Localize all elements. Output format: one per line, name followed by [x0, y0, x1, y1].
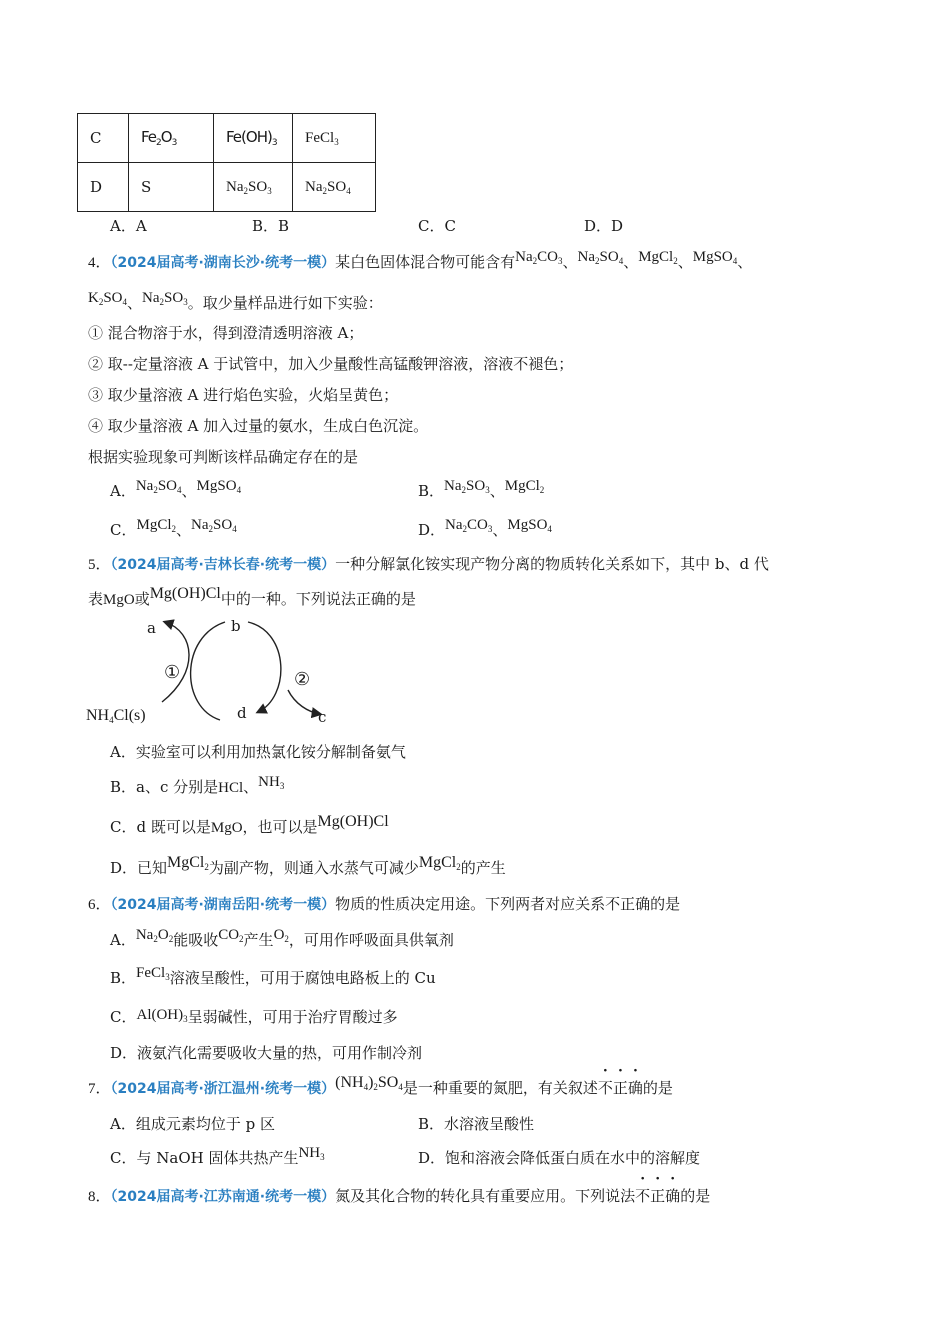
question-4-stem: 4．（2024届高考·湖南长沙·统考一模）某白色固体混合物可能含有$Na_2CO_3$、$Na_2SO_4$、MgCl$_2$、MgSO$_4$、	[88, 249, 753, 271]
q5-option-a: A．实验室可以利用加热氯化铵分解制备氨气	[110, 743, 406, 761]
arrow-to-d	[248, 622, 281, 712]
question-7-stem: 7．（2024届高考·浙江温州·统考一模）$(NH_4)_2SO_4$是一种重要的氮肥，有关叙述不正确的是	[88, 1074, 673, 1097]
table-cell: C	[78, 114, 129, 163]
q3-option-a: A．A	[110, 217, 147, 235]
q4-step-1: ① 混合物溶于水，得到澄清透明溶液 A；	[88, 324, 364, 342]
diagram-label-b: b	[231, 617, 241, 635]
q7-option-c: C．与 NaOH 固体共热产生$NH_3$	[110, 1145, 325, 1167]
q5-option-c: C．d 既可以是MgO，也可以是Mg(OH)Cl	[110, 813, 389, 836]
q4-step-4: ④ 取少量溶液 A 加入过量的氨水，生成白色沉淀。	[88, 417, 429, 435]
diagram-step-2: ②	[294, 669, 311, 690]
question-8-stem: 8．（2024届高考·江苏南通·统考一模）氮及其化合物的转化具有重要应用。下列说法不正确的是	[88, 1187, 711, 1205]
arrow-to-c	[288, 690, 320, 714]
q3-option-b: B．B	[252, 217, 290, 235]
q5-option-b: B．a、c 分别是HCl、$NH_3$	[110, 774, 285, 796]
question-6-stem: 6．（2024届高考·湖南岳阳·统考一模）物质的性质决定用途。下列两者对应关系不正确的是	[88, 895, 681, 913]
q4-option-d: D．$Na_2CO_3$、MgSO$_4$	[418, 517, 552, 539]
table-cell: $Fe_2O_3$	[129, 114, 214, 163]
q4-question: 根据实验现象可判断该样品确定存在的是	[88, 448, 359, 466]
q4-option-a: A．$Na_2SO_4$、MgSO$_4$	[110, 478, 242, 500]
options-table	[77, 113, 376, 212]
diagram-start-nh4cl: $NH_4Cl(s)$	[86, 707, 146, 725]
table-cell: $Na_2SO_3$	[214, 163, 293, 212]
q5-option-d: D．已知MgCl$_2$为副产物，则通入水蒸气可减少MgCl$_2$的产生	[110, 854, 506, 877]
q3-option-d: D．D	[584, 217, 624, 235]
diagram-label-c: c	[318, 708, 327, 726]
diagram-label-a: a	[147, 619, 156, 637]
table-cell: $Fe(OH)_3$	[214, 114, 293, 163]
q6-option-a: A．$Na_2O_2$能吸收$CO_2$产生$O_2$，可用作呼吸面具供氧剂	[110, 927, 454, 949]
source-tag: （2024届高考·湖南长沙·统考一模）	[110, 255, 336, 271]
table-cell: $Na_2SO_4$	[293, 163, 376, 212]
diagram-step-1: ①	[164, 662, 181, 683]
table-row	[78, 163, 376, 212]
source-tag: （2024届高考·湖南岳阳·统考一模）	[110, 897, 336, 913]
source-tag: （2024届高考·江苏南通·统考一模）	[110, 1189, 336, 1205]
diagram-label-d: d	[237, 704, 247, 722]
q4-option-b: B．$Na_2SO_3$、MgCl$_2$	[418, 478, 545, 500]
q6-option-b: B．FeCl$_3$溶液呈酸性，可用于腐蚀电路板上的 Cu	[110, 965, 436, 987]
question-5-stem: 5．（2024届高考·吉林长春·统考一模）一种分解氯化铵实现产物分离的物质转化关系如下，其中 b、d 代	[88, 555, 769, 573]
q7-option-b: B．水溶液呈酸性	[418, 1115, 535, 1133]
q6-option-d: D．液氨汽化需要吸收大量的热，可用作制冷剂	[110, 1044, 423, 1062]
source-tag: （2024届高考·浙江温州·统考一模）	[110, 1081, 336, 1097]
source-tag: （2024届高考·吉林长春·统考一模）	[110, 557, 336, 573]
table-cell: S	[129, 163, 214, 212]
table-cell: D	[78, 163, 129, 212]
table-row	[78, 114, 376, 163]
q4-step-3: ③ 取少量溶液 A 进行焰色实验，火焰呈黄色；	[88, 386, 399, 404]
arc-b-to-d	[191, 622, 225, 720]
q4-option-c: C．MgCl$_2$、$Na_2SO_4$	[110, 517, 237, 539]
question-5-stem-line2: 表MgO或Mg(OH)Cl中的一种。下列说法正确的是	[88, 585, 416, 608]
q4-step-2: ② 取--定量溶液 A 于试管中，加入少量酸性高锰酸钾溶液，溶液不褪色；	[88, 355, 574, 373]
table-cell: FeCl$_3$	[293, 114, 376, 163]
question-4-stem-line2: $K_2SO_4$、$Na_2SO_3$。取少量样品进行如下实验：	[88, 290, 383, 312]
q7-option-d: D．饱和溶液会降低蛋白质在水中的溶解度	[418, 1149, 701, 1167]
q6-option-c: C．$Al(OH)_3$呈弱碱性，可用于治疗胃酸过多	[110, 1007, 398, 1026]
q3-option-c: C．C	[418, 217, 456, 235]
q7-option-a: A．组成元素均位于 p 区	[110, 1115, 275, 1133]
